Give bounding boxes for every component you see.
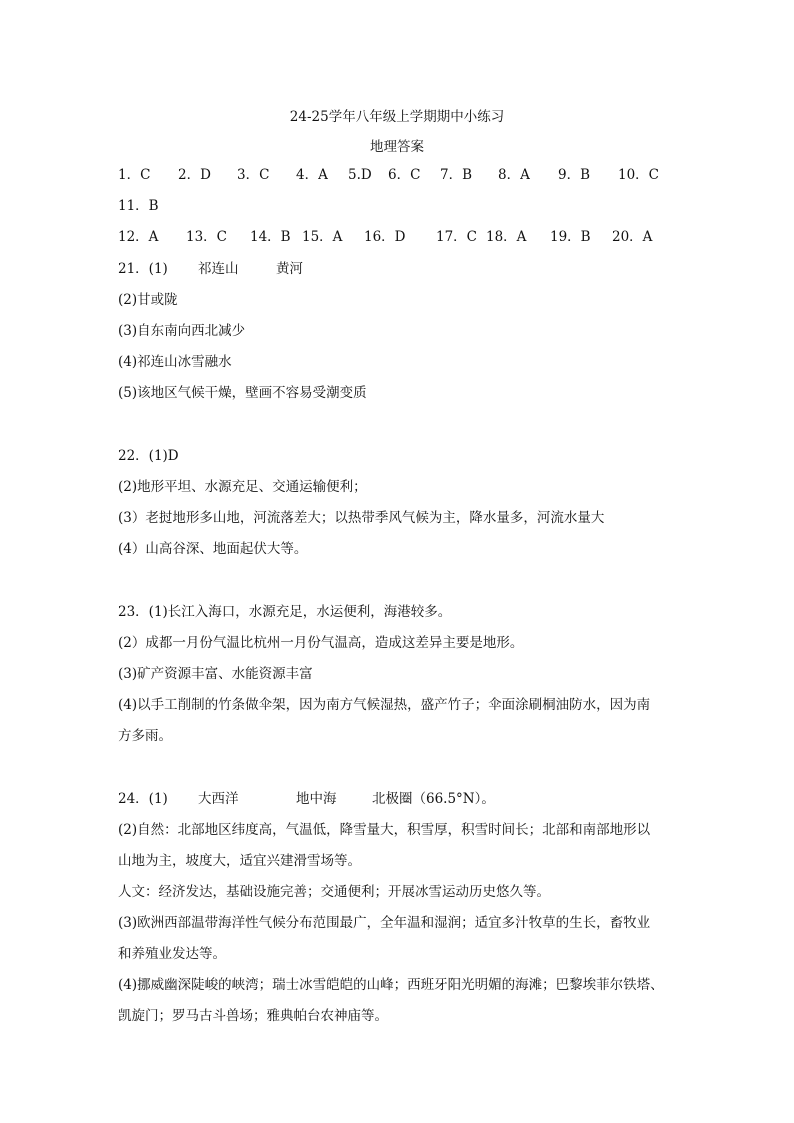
q21-line-5: (5)该地区气候干燥，壁画不容易受潮变质: [118, 385, 367, 401]
mc-answer: 2．D: [178, 167, 211, 183]
mc-answer: 5.D: [348, 167, 372, 183]
mc-answer: 4．A: [296, 167, 328, 183]
question-number: 24．(1): [118, 791, 168, 807]
q24-line-6: 和养殖业发达等。: [118, 946, 226, 962]
mc-answer: 1．C: [118, 167, 151, 183]
q23-line-1: 23．(1)长江入海口，水源充足，水运便利，海港较多。: [118, 604, 452, 620]
mc-answer: 20．A: [612, 229, 653, 245]
mc-answer: 3．C: [237, 167, 270, 183]
document-title: 24-25学年八年级上学期期中小练习: [289, 109, 505, 125]
mc-answer: 7．B: [440, 167, 473, 183]
q22-line-4: (4）山高谷深、地面起伏大等。: [118, 541, 308, 557]
q22-line-2: (2)地形平坦、水源充足、交通运输便利；: [118, 479, 367, 495]
q21-line-3: (3)自东南向西北减少: [118, 323, 246, 339]
mc-answers-row-1: [118, 166, 678, 184]
q24-line-5: (3)欧洲西部温带海洋性气候分布范围最广，全年温和湿润；适宜多汁牧草的生长，畜牧业: [118, 915, 651, 931]
mc-answer: 13．C: [186, 229, 228, 245]
q21-line-2: (2)甘或陇: [118, 292, 178, 308]
document-subtitle: 地理答案: [370, 139, 424, 155]
q21-line-1: [118, 260, 678, 278]
mc-answers-row-3: [118, 228, 678, 246]
q24-line-8: 凯旋门；罗马古斗兽场；雅典帕台农神庙等。: [118, 1008, 388, 1024]
answer-text: 北极圈（66.5°N）。: [372, 791, 495, 807]
q24-line-3: 山地为主，坡度大，适宜兴建滑雪场等。: [118, 853, 361, 869]
q23-line-4: (4)以手工削制的竹条做伞架，因为南方气候湿热，盛产竹子；伞面涂刷桐油防水，因为南: [118, 697, 651, 713]
answer-text: 黄河: [276, 261, 303, 277]
mc-answer: 12．A: [118, 229, 159, 245]
mc-answer: 18．A: [486, 229, 527, 245]
answer-text: 祁连山: [198, 261, 239, 277]
q23-line-3: (3)矿产资源丰富、水能资源丰富: [118, 666, 313, 682]
mc-answer: 6．C: [388, 167, 421, 183]
q23-line-5: 方多雨。: [118, 728, 172, 744]
answer-text: 地中海: [296, 791, 337, 807]
answer-text: 大西洋: [198, 791, 239, 807]
q24-line-4: 人文：经济发达，基础设施完善；交通便利；开展冰雪运动历史悠久等。: [118, 884, 550, 900]
mc-answer: 14．B: [250, 229, 291, 245]
q21-line-4: (4)祁连山冰雪融水: [118, 354, 232, 370]
mc-answers-row-2: [118, 197, 678, 215]
q24-line-2: (2)自然：北部地区纬度高，气温低，降雪量大，积雪厚，积雪时间长；北部和南部地形以: [118, 822, 651, 838]
mc-answer: 10．C: [618, 167, 660, 183]
q24-line-1: [118, 790, 678, 808]
q24-line-7: (4)挪威幽深陡峻的峡湾；瑞士冰雪皑皑的山峰；西班牙阳光明媚的海滩；巴黎埃菲尔铁塔、: [118, 977, 664, 993]
mc-answer: 15．A: [302, 229, 343, 245]
mc-answer: 19．B: [550, 229, 591, 245]
mc-answer: 16．D: [364, 229, 406, 245]
q22-line-1: 22．(1)D: [118, 448, 179, 464]
mc-answer: 9．B: [558, 167, 591, 183]
mc-answer: 17．C: [436, 229, 478, 245]
q23-line-2: (2）成都一月份气温比杭州一月份气温高，造成这差异主要是地形。: [118, 635, 524, 651]
q22-line-3: (3）老挝地形多山地，河流落差大；以热带季风气候为主，降水量多，河流水量大: [118, 510, 605, 526]
question-number: 21．(1): [118, 261, 168, 277]
mc-answer: 11．B: [118, 198, 159, 214]
mc-answer: 8．A: [498, 167, 530, 183]
